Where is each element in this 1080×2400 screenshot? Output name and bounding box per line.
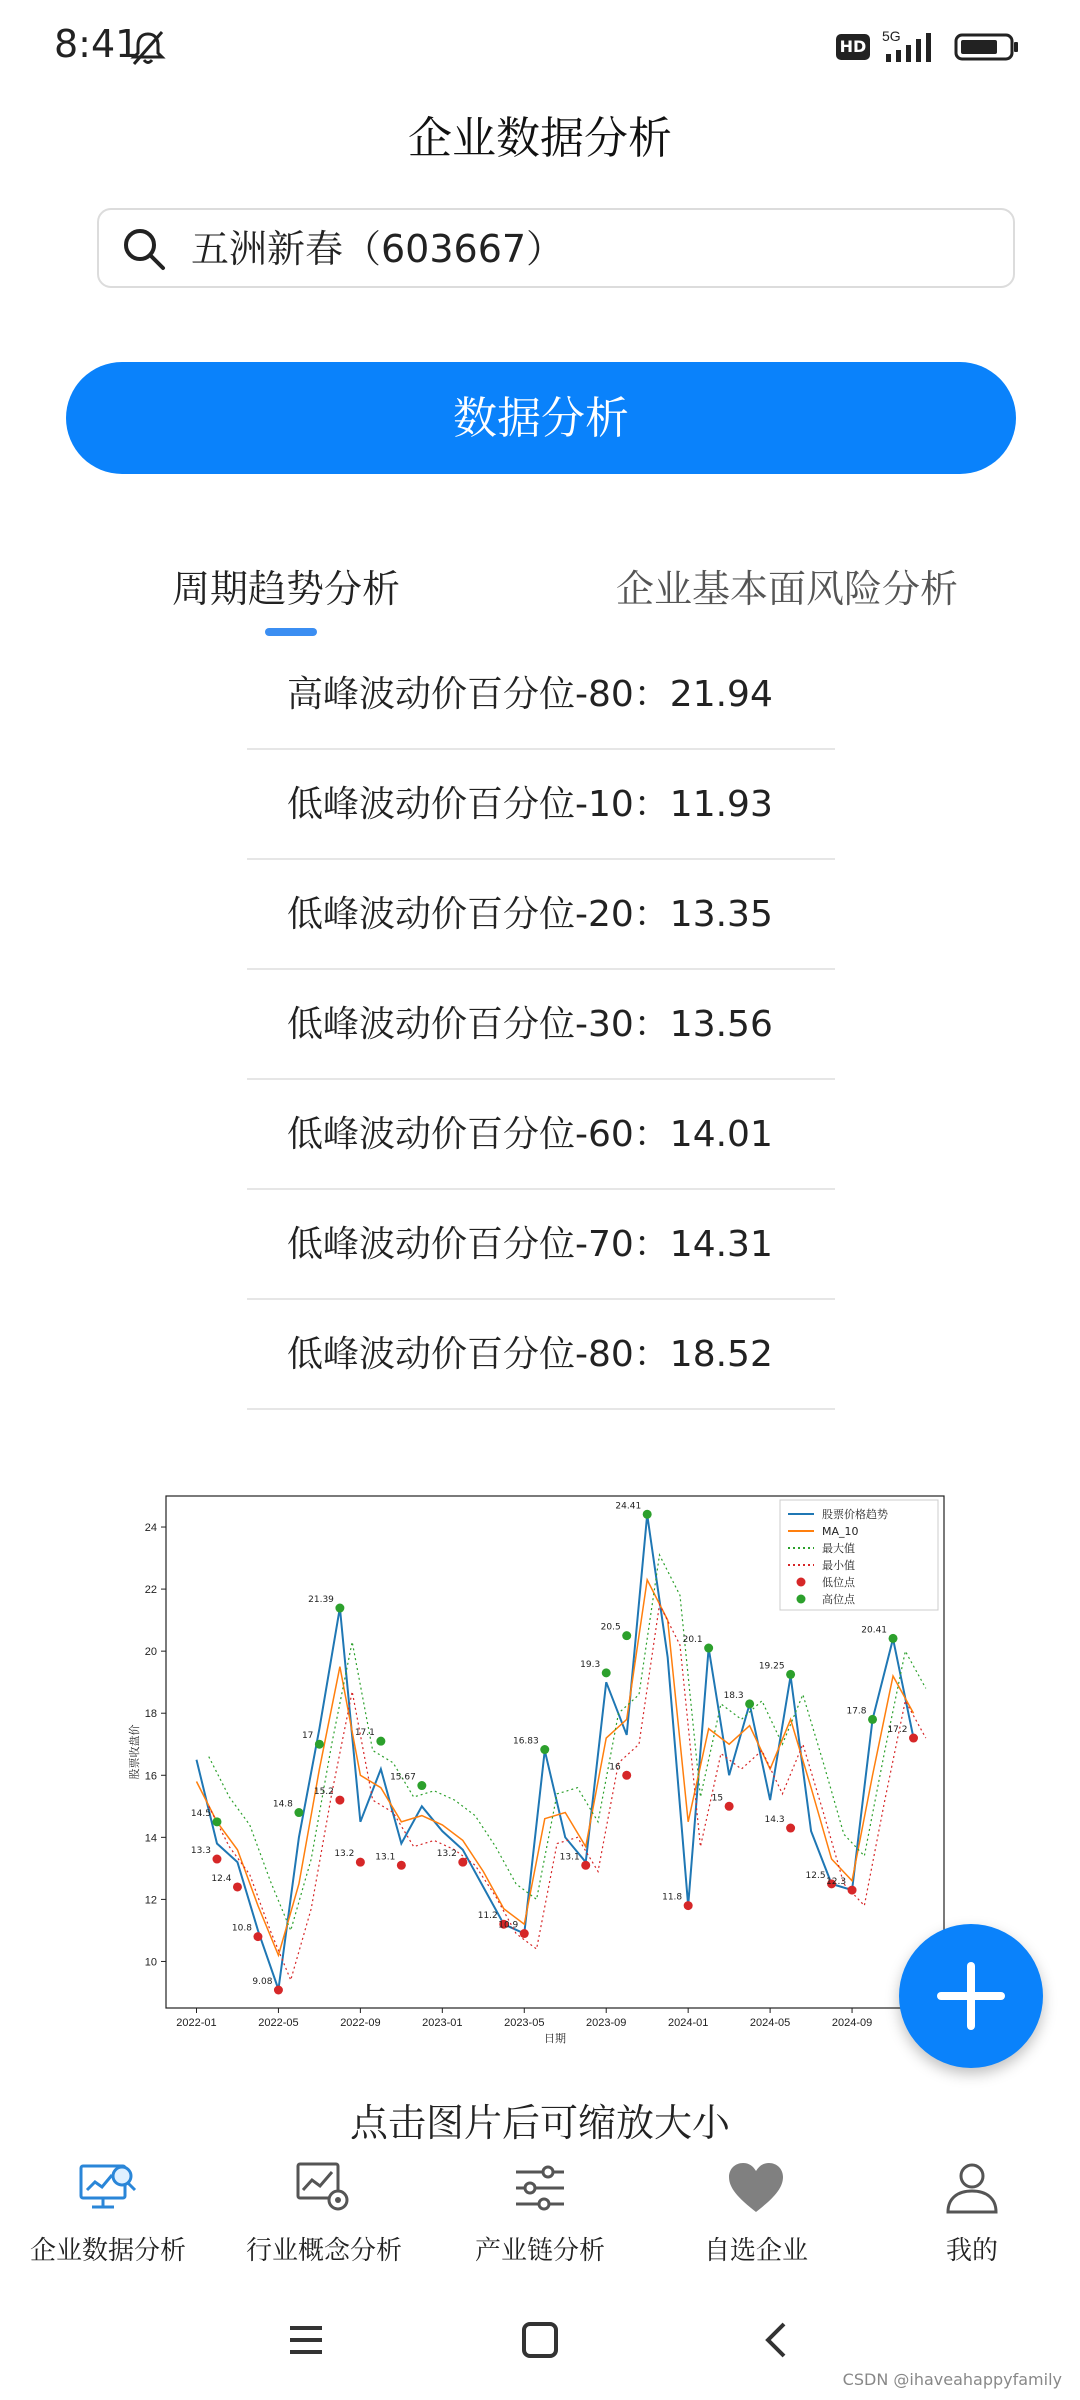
low-point-label: 13.2: [436, 1849, 457, 1860]
high-point: [745, 1699, 754, 1708]
metric-label: 低峰波动价百分位-30：13.56: [287, 1004, 773, 1045]
legend-label: 股票价格趋势: [822, 1508, 888, 1521]
high-point-label: 19.3: [580, 1659, 601, 1670]
search-input[interactable]: [97, 208, 1015, 288]
y-tick-label: 22: [144, 1584, 157, 1597]
x-axis-label: 日期: [544, 2032, 566, 2045]
analyze-button[interactable]: 数据分析: [66, 362, 1016, 474]
high-point-label: 18.3: [723, 1690, 744, 1701]
low-point-label: 17.2: [887, 1725, 908, 1736]
list-item: [247, 750, 835, 860]
nav-item-company-analysis[interactable]: [0, 2150, 216, 2270]
menu-icon[interactable]: [286, 2320, 326, 2360]
low-point-label: 12.5: [805, 1870, 826, 1881]
high-point-label: 20.1: [682, 1635, 703, 1646]
high-point-label: 20.41: [861, 1625, 888, 1636]
high-point: [602, 1668, 611, 1677]
active-tab-indicator: [265, 628, 317, 636]
high-point-label: 24.41: [615, 1501, 642, 1512]
low-point-label: 10.9: [498, 1920, 519, 1931]
high-point: [315, 1740, 324, 1749]
low-point-label: 13.3: [190, 1846, 211, 1857]
list-item: [247, 1080, 835, 1190]
zoom-hint: 点击图片后可缩放大小: [349, 2101, 730, 2145]
legend-swatch: [797, 1578, 806, 1587]
low-point: [786, 1824, 795, 1833]
low-point: [848, 1886, 857, 1895]
low-point-label: 11.2: [477, 1911, 498, 1922]
nav-item-profile[interactable]: [864, 2150, 1080, 2270]
x-tick-label: 2022-01: [176, 2017, 217, 2029]
plus-icon: [899, 1924, 1043, 2068]
tab-cycle-trend[interactable]: 周期趋势分析: [172, 567, 401, 611]
list-item: [247, 1300, 835, 1410]
bell-muted-icon: [128, 28, 168, 68]
x-tick-label: 2023-05: [504, 2017, 545, 2029]
watermark: CSDN @ihaveahappyfamily: [842, 2370, 1062, 2389]
low-point-label: 14.3: [764, 1815, 785, 1826]
low-point: [233, 1882, 242, 1891]
low-point-label: 13.1: [559, 1852, 580, 1863]
low-point-label: 10.8: [231, 1923, 252, 1934]
stock-trend-chart[interactable]: [124, 1484, 960, 2052]
heart-icon: [726, 2160, 786, 2216]
low-point-label: 15: [711, 1793, 724, 1804]
high-point: [376, 1737, 385, 1746]
nav-label: 自选企业: [703, 2236, 808, 2266]
list-item: [247, 970, 835, 1080]
low-point-label: 12.3: [826, 1877, 847, 1888]
high-point-label: 14.8: [272, 1799, 293, 1810]
low-point: [520, 1929, 529, 1938]
high-point-label: 17.8: [846, 1706, 867, 1717]
low-point: [725, 1802, 734, 1811]
x-tick-label: 2022-05: [258, 2017, 299, 2029]
low-point: [581, 1861, 590, 1870]
status-time: 8:41: [54, 22, 140, 66]
x-tick-label: 2022-09: [340, 2017, 381, 2029]
sliders-icon: [510, 2160, 570, 2216]
signal-icon: [880, 28, 940, 64]
high-point: [540, 1745, 549, 1754]
y-tick-label: 12: [144, 1894, 157, 1907]
low-point: [684, 1901, 693, 1910]
low-point: [909, 1734, 918, 1743]
nav-label: 行业概念分析: [245, 2236, 402, 2266]
high-point-label: 19.25: [758, 1661, 785, 1672]
legend-swatch: [797, 1595, 806, 1604]
back-icon[interactable]: [756, 2320, 796, 2360]
chart-gear-icon: [294, 2160, 354, 2216]
monitor-chart-icon: [78, 2160, 138, 2216]
low-point-label: 9.08: [252, 1977, 273, 1988]
hd-badge: HD: [836, 34, 870, 60]
bottom-nav: [0, 2150, 1080, 2270]
x-tick-label: 2023-01: [422, 2017, 463, 2029]
legend-label: 低位点: [822, 1576, 855, 1589]
legend-label: 最小值: [822, 1559, 855, 1572]
legend-label: MA_10: [822, 1525, 859, 1538]
low-point-label: 13.2: [334, 1849, 355, 1860]
high-point: [212, 1817, 221, 1826]
high-point-label: 17.1: [354, 1728, 375, 1739]
low-point: [335, 1796, 344, 1805]
metric-label: 低峰波动价百分位-80：18.52: [287, 1334, 773, 1375]
list-item: [247, 860, 835, 970]
low-point: [397, 1861, 406, 1870]
high-point: [294, 1808, 303, 1817]
metric-list: [247, 640, 835, 1410]
nav-label: 我的: [945, 2236, 998, 2266]
low-point: [356, 1858, 365, 1867]
page-title: 企业数据分析: [408, 113, 672, 164]
low-point-label: 11.8: [662, 1892, 683, 1903]
low-point: [253, 1932, 262, 1941]
high-point: [643, 1510, 652, 1519]
low-point: [212, 1855, 221, 1864]
low-point-label: 16: [609, 1762, 621, 1773]
metric-label: 低峰波动价百分位-20：13.35: [287, 894, 773, 935]
high-point: [704, 1644, 713, 1653]
nav-item-industry-analysis[interactable]: [216, 2150, 432, 2270]
x-tick-label: 2023-09: [586, 2017, 627, 2029]
high-point-label: 17: [301, 1731, 314, 1742]
x-tick-label: 2024-01: [667, 2017, 709, 2029]
high-point: [786, 1670, 795, 1679]
list-item: [247, 1190, 835, 1300]
tab-fundamental-risk[interactable]: 企业基本面风险分析: [616, 567, 959, 611]
y-tick-label: 18: [144, 1708, 157, 1721]
metric-label: 低峰波动价百分位-10：11.93: [287, 784, 773, 825]
high-point: [335, 1604, 344, 1613]
network-label: 5G: [882, 28, 901, 44]
high-point-label: 15.67: [390, 1772, 416, 1783]
y-tick-label: 14: [144, 1832, 157, 1845]
nav-label: 企业数据分析: [29, 2236, 186, 2266]
high-point-label: 20.5: [600, 1622, 621, 1633]
low-point: [622, 1771, 631, 1780]
high-point-label: 21.39: [308, 1595, 334, 1606]
metric-label: 低峰波动价百分位-60：14.01: [287, 1114, 773, 1155]
low-point: [274, 1986, 283, 1995]
nav-item-supply-chain[interactable]: [432, 2150, 648, 2270]
metric-label: 高峰波动价百分位-80：21.94: [287, 674, 773, 715]
metric-label: 低峰波动价百分位-70：14.31: [287, 1224, 773, 1265]
high-point: [622, 1631, 631, 1640]
user-icon: [942, 2160, 1002, 2216]
status-bar: [0, 0, 1080, 96]
nav-item-watchlist[interactable]: [648, 2150, 864, 2270]
high-point: [417, 1781, 426, 1790]
search-icon: [121, 226, 167, 272]
x-tick-label: 2024-05: [749, 2017, 791, 2029]
chart-svg: [124, 1484, 960, 2052]
high-point: [889, 1634, 898, 1643]
y-axis-label: 股票收盘价: [128, 1724, 141, 1780]
search-value: 五洲新春（603667）: [191, 227, 565, 271]
list-item: [247, 640, 835, 750]
high-point-label: 16.83: [512, 1736, 539, 1747]
high-point: [868, 1715, 877, 1724]
y-tick-label: 10: [144, 1956, 157, 1969]
y-tick-label: 20: [144, 1646, 157, 1659]
legend-label: 最大值: [822, 1542, 855, 1555]
low-point: [458, 1858, 467, 1867]
low-point-label: 13.1: [375, 1852, 396, 1863]
legend-label: 高位点: [822, 1593, 855, 1606]
low-point-label: 12.4: [211, 1873, 232, 1884]
battery-icon: [954, 32, 1020, 62]
high-point-label: 14.5: [190, 1808, 211, 1819]
system-nav-bar: [0, 2300, 1080, 2380]
home-icon[interactable]: [520, 2320, 560, 2360]
y-tick-label: 24: [144, 1522, 157, 1535]
add-button[interactable]: [899, 1924, 1043, 2068]
x-tick-label: 2024-09: [831, 2017, 873, 2029]
nav-label: 产业链分析: [474, 2236, 605, 2266]
y-tick-label: 16: [144, 1770, 157, 1783]
low-point-label: 15.2: [313, 1787, 334, 1798]
